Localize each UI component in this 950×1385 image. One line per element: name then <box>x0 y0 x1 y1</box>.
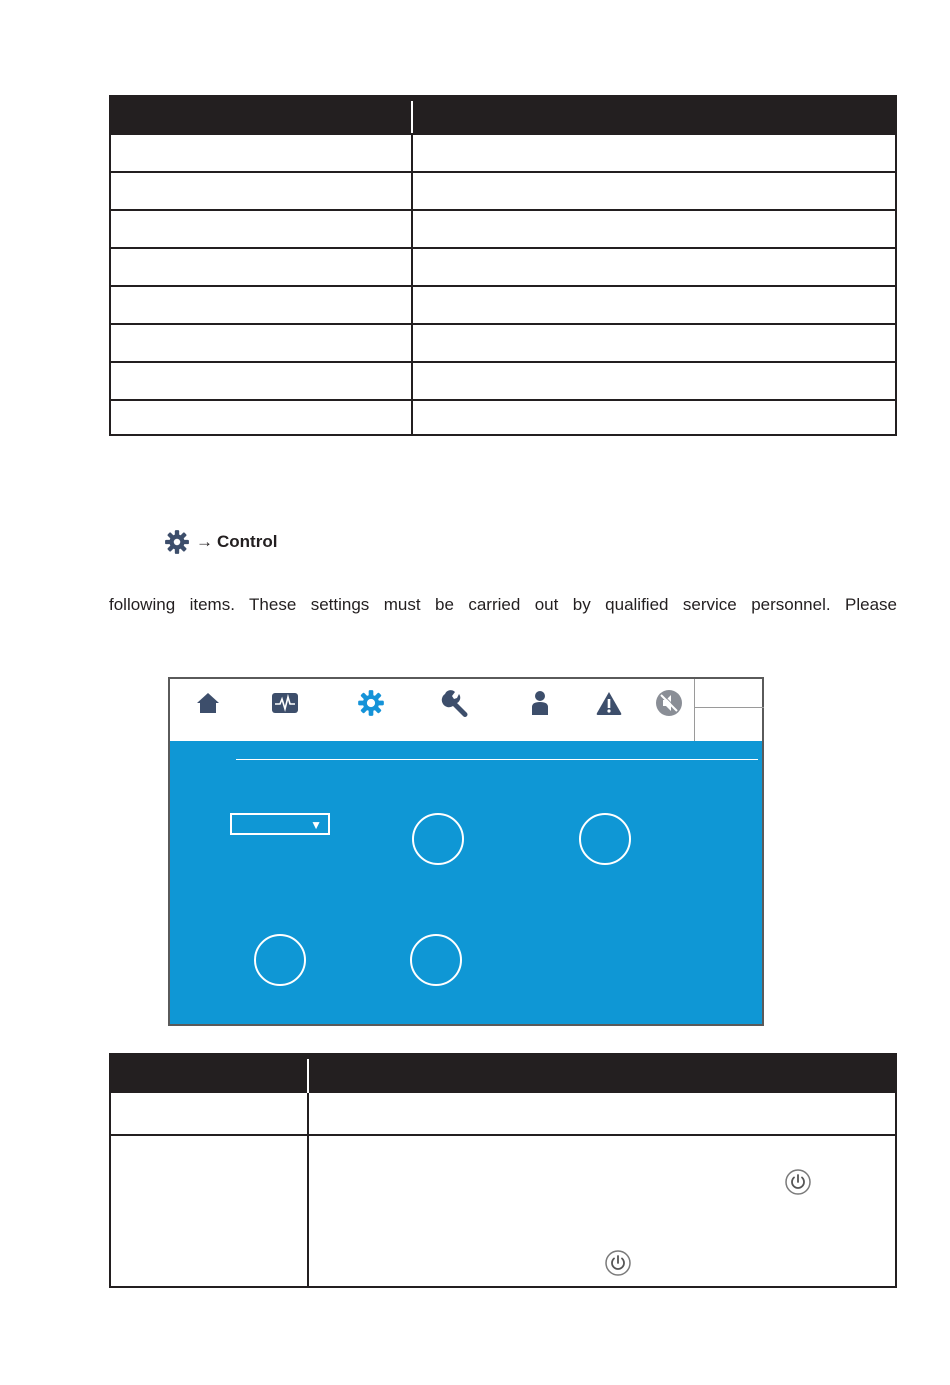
dropdown-arrow-icon: ▼ <box>310 818 322 832</box>
nav-status-divider <box>695 707 764 708</box>
maintenance-icon[interactable] <box>440 687 472 719</box>
panel-title-underline <box>236 759 758 760</box>
control-button-3[interactable] <box>254 934 306 986</box>
top-table <box>109 95 897 436</box>
control-heading <box>164 528 277 556</box>
control-dropdown[interactable] <box>230 813 330 835</box>
instruction-paragraph: following items. These settings must be carried out by qualified service personnel. Please <box>109 595 897 614</box>
bottom-table-column-divider <box>307 1093 309 1286</box>
settings-gear-icon <box>164 529 190 555</box>
bottom-table-row-divider <box>111 1134 895 1136</box>
control-button-2[interactable] <box>579 813 631 865</box>
control-button-1[interactable] <box>412 813 464 865</box>
control-button-4[interactable] <box>410 934 462 986</box>
power-icon <box>785 1169 811 1195</box>
table-row <box>111 133 895 169</box>
breadcrumb-arrow: → <box>196 532 213 551</box>
control-screen <box>168 677 764 1026</box>
table-row <box>111 171 895 207</box>
user-icon[interactable] <box>524 687 556 719</box>
control-panel <box>170 741 762 1024</box>
monitor-icon[interactable] <box>269 687 301 719</box>
home-icon[interactable] <box>192 687 224 719</box>
alarm-icon[interactable] <box>593 687 625 719</box>
bottom-table-header-divider <box>307 1059 309 1093</box>
table-row <box>111 247 895 283</box>
top-table-header <box>111 97 895 133</box>
bottom-table <box>109 1053 897 1288</box>
table-row <box>111 361 895 397</box>
table-row <box>111 399 895 435</box>
top-nav-bar <box>170 679 762 741</box>
table-row <box>111 285 895 321</box>
nav-status-box <box>694 679 764 741</box>
settings-icon[interactable] <box>355 687 387 719</box>
control-heading-label: Control <box>217 532 278 551</box>
power-icon <box>605 1250 631 1276</box>
bottom-table-header <box>111 1055 895 1093</box>
table-row <box>111 209 895 245</box>
table-row <box>111 323 895 359</box>
mute-icon[interactable] <box>653 687 685 719</box>
top-table-header-divider <box>411 101 413 133</box>
